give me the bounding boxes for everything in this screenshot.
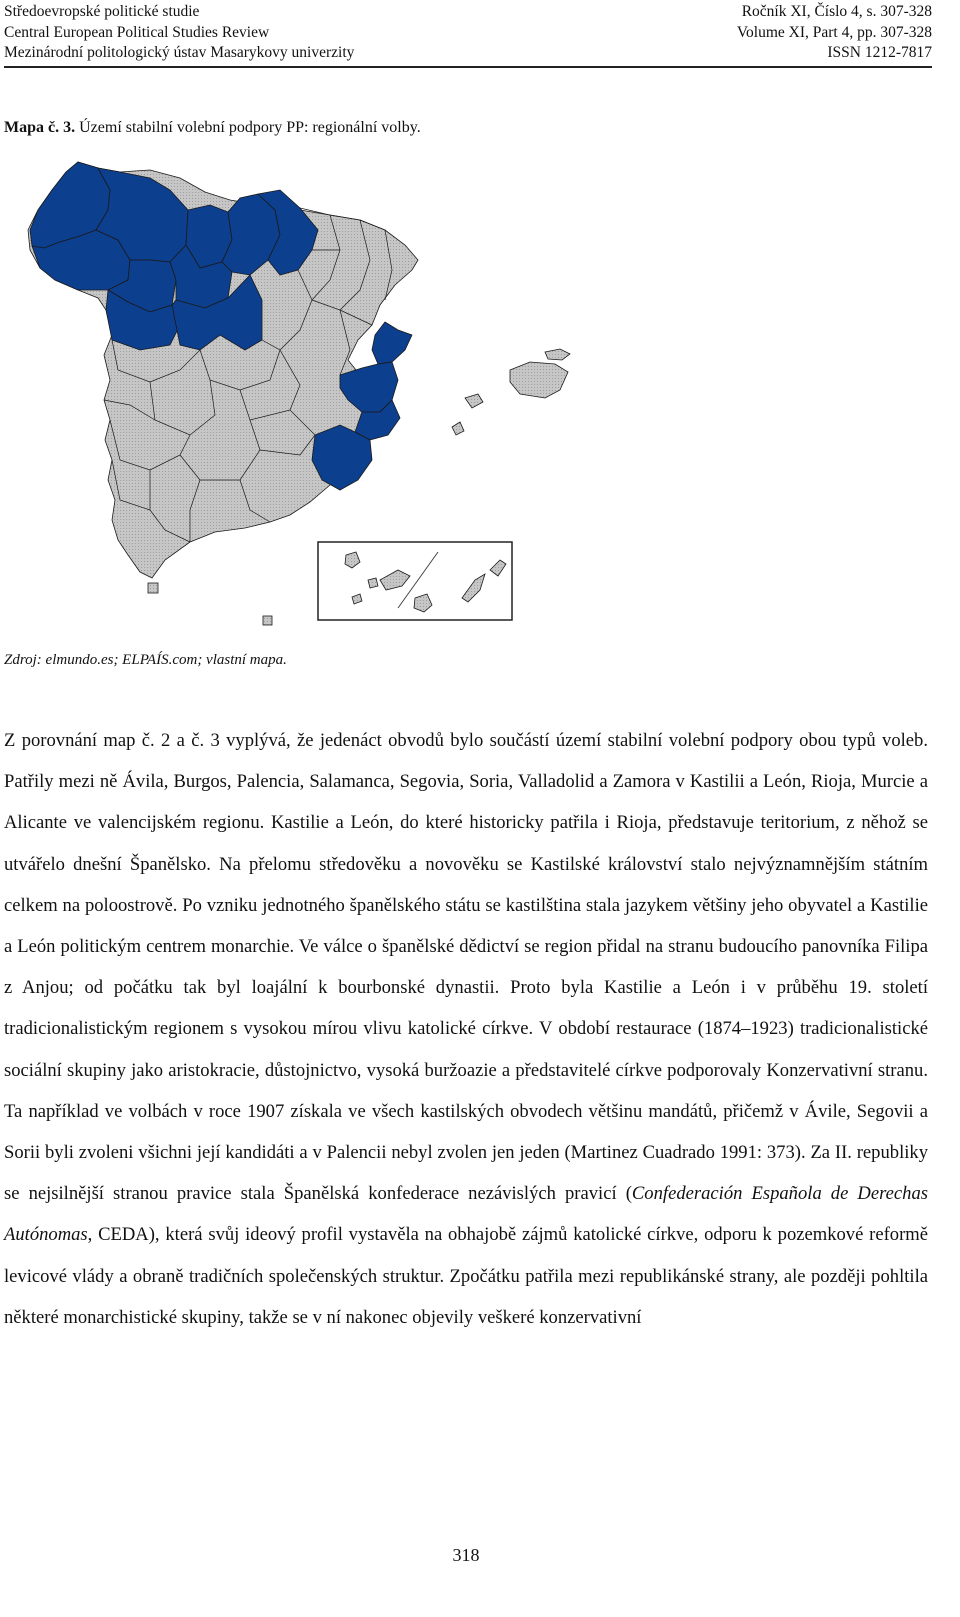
spain-map	[0, 150, 600, 640]
journal-title-cz: Středoevropské politické studie	[4, 3, 200, 20]
province-castellon	[372, 322, 412, 364]
body-text	[4, 720, 928, 1338]
figure-label: Mapa č. 3.	[4, 119, 76, 136]
figure-caption	[4, 119, 421, 137]
figure-title: Území stabilní volební podpory PP: regionální volby.	[75, 119, 421, 136]
ceuta	[148, 583, 158, 593]
running-header	[4, 2, 932, 68]
paragraph	[4, 720, 928, 1338]
island-menorca	[545, 349, 570, 360]
island-mallorca	[510, 362, 568, 398]
volume-cz: Ročník XI, Číslo 4, s. 307-328	[741, 3, 932, 20]
paragraph-text-end: , CEDA), která svůj ideový profil vystavěla na obhajobě zájmů katolické církve, odporu k pozemkové reformě levicové vlády a obraně tradičních společenských struktur. Zpočátku patřila mezi republikánské strany, ale později pohltila některé monarchistické skupiny, takže se v ní nakonec objevily veškeré konzervativní	[4, 1224, 928, 1328]
melilla	[263, 616, 272, 625]
island-la-gomera	[368, 578, 378, 588]
paragraph-italic: Confederación Española de Derechas Autónomas	[4, 1183, 928, 1246]
island-ibiza	[465, 394, 483, 408]
issn: ISSN 1212-7817	[827, 44, 932, 61]
volume-en: Volume XI, Part 4, pp. 307-328	[736, 23, 932, 41]
paragraph-text: Z porovnání map č. 2 a č. 3 vyplývá, že jedenáct obvodů bylo součástí území stabilní volební podpory obou typů voleb. Patřily mezi ně Ávila, Burgos, Palencia, Salamanca, Segovia, Soria, Valladolid a Zamora v Kastilii a León, Rioja, Murcie a Alicante ve valencijském regionu. Kastilie a León, do které historicky patřila i Rioja, představuje teritorium, z něhož se utvářelo dnešní Španělsko. Na přelomu středověku a novověku se Kastilské království stalo nejvýznamnějším státním celkem na poloostrově. Po vzniku jednotného španělského státu se kastilština stala jazykem většiny jeho obyvatel a Kastilie a León politickým centrem monarchie. Ve válce o španělské dědictví se region přidal na stranu budoucího panovníka Filipa z Anjou; od počátku tak byl loajální k bourbonské dynastii. Proto byla Kastilie a León i v průběhu 19. století tradicionalistickým regionem s vysokou mírou vlivu katolické církve. V období restaurace (1874–1923) tradicionalistické sociální skupiny jako aristokracie, důstojnictvo, vysoká buržoazie a představitelé církve podporovaly Konzervativní stranu. Ta například ve volbách v roce 1907 získala ve všech kastilských obvodech většinu mandátů, přičemž v Ávile, Segovii a Sorii byli zvoleni všichni její kandidáti a v Palencii nebyl zvolen jen jeden (Martinez Cuadrado 1991: 373). Za II. republiky se nejsilnější stranou pravice stala Španělská konfederace nezávislých pravicí (	[4, 730, 928, 1205]
institute-name: Mezinárodní politologický ústav Masarykovy univerzity	[4, 44, 355, 61]
figure-source: Zdroj: elmundo.es; ELPAÍS.com; vlastní mapa.	[4, 652, 287, 668]
journal-title-en: Central European Political Studies Review	[4, 23, 270, 41]
page-number: 318	[452, 1545, 480, 1565]
island-formentera	[452, 422, 464, 435]
